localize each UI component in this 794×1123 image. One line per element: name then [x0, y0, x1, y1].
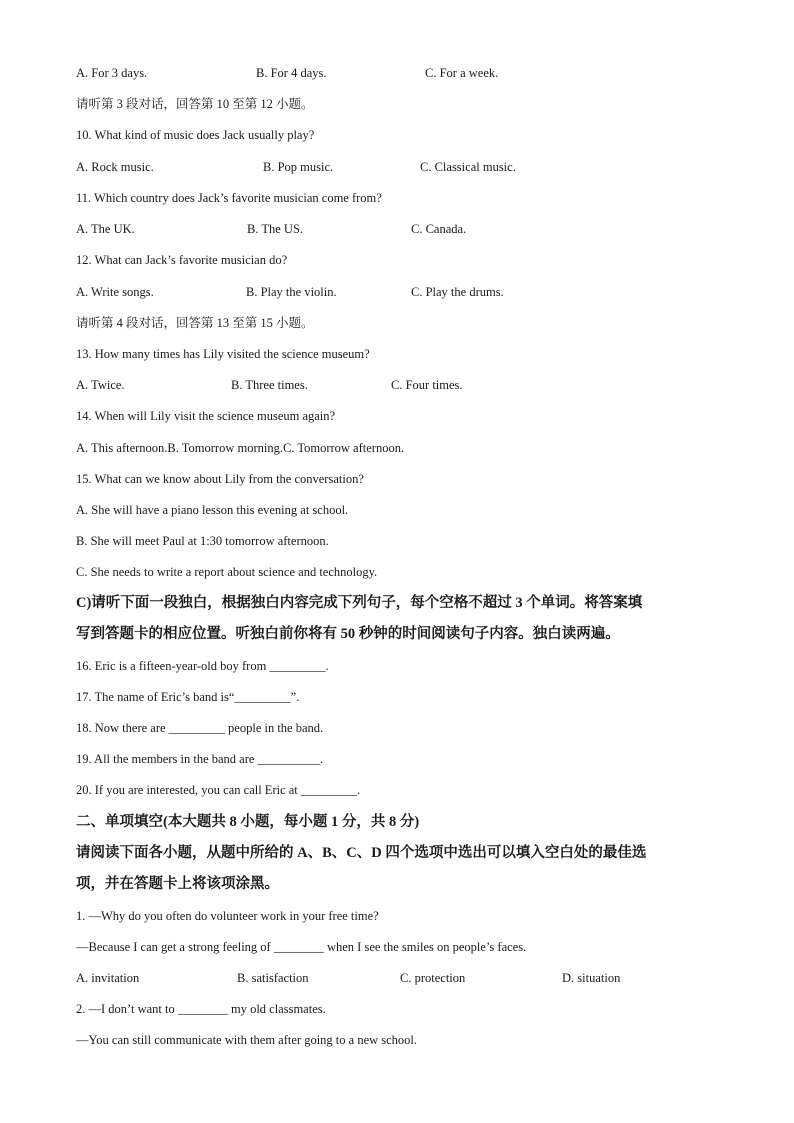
grammar-q2: 2. —I don’t want to ________ my old classmates. [76, 1002, 326, 1016]
question-13: 13. How many times has Lily visited the science museum? [76, 347, 370, 361]
grammar-q1-answer: —Because I can get a strong feeling of ________ when I see the smiles on people’s faces. [76, 940, 527, 954]
question-10: 10. What kind of music does Jack usually play? [76, 128, 315, 142]
question-16: 16. Eric is a fifteen-year-old boy from _________. [76, 659, 329, 673]
option-c: C. Canada. [411, 222, 467, 236]
part-two-instruction-cont: 项，并在答题卡上将该项涂黑。 [76, 876, 279, 892]
question-19: 19. All the members in the band are __________. [76, 752, 324, 766]
option-a: A. invitation [76, 971, 140, 985]
q15-option-c: C. She needs to write a report about science and technology. [76, 565, 378, 579]
section-c-heading: C)请听下面一段独白，根据独白内容完成下列句子，每个空格不超过 3 个单词。将答案填 [76, 595, 643, 611]
question-20: 20. If you are interested, you can call Eric at _________. [76, 783, 361, 797]
option-c: C. For a week. [425, 66, 499, 80]
part-two-instruction: 请阅读下面各小题，从题中所给的 A、B、C、D 四个选项中选出可以填入空白处的最佳选 [76, 845, 647, 861]
option-a: A. Rock music. [76, 160, 154, 174]
option-c: C. Four times. [391, 378, 463, 392]
option-b: B. Three times. [231, 378, 308, 392]
question-15: 15. What can we know about Lily from the conversation? [76, 472, 364, 486]
grammar-q1: 1. —Why do you often do volunteer work in your free time? [76, 909, 379, 923]
option-c: C. Classical music. [420, 160, 516, 174]
option-b: B. Play the violin. [246, 285, 337, 299]
section-c-heading-cont: 写到答题卡的相应位置。听独白前你将有 50 秒钟的时间阅读句子内容。独白读两遍。 [76, 626, 620, 642]
q15-option-a: A. She will have a piano lesson this evening at school. [76, 503, 349, 517]
option-b: B. For 4 days. [256, 66, 327, 80]
option-b: B. Pop music. [263, 160, 334, 174]
option-b: B. satisfaction [237, 971, 309, 985]
option-a: A. Twice. [76, 378, 125, 392]
section-instruction: 请听第 3 段对话，回答第 10 至第 12 小题。 [76, 97, 314, 111]
option-a: A. For 3 days. [76, 66, 148, 80]
option-a: A. The UK. [76, 222, 135, 236]
grammar-q2-answer: —You can still communicate with them after going to a new school. [76, 1033, 418, 1047]
q14-options: A. This afternoon.B. Tomorrow morning.C. Tomorrow afternoon. [76, 441, 405, 455]
q15-option-b: B. She will meet Paul at 1:30 tomorrow afternoon. [76, 534, 329, 548]
option-c: C. protection [400, 971, 466, 985]
option-b: B. The US. [247, 222, 304, 236]
question-18: 18. Now there are _________ people in the band. [76, 721, 324, 735]
section-instruction: 请听第 4 段对话，回答第 13 至第 15 小题。 [76, 316, 314, 330]
option-d: D. situation [562, 971, 621, 985]
question-12: 12. What can Jack’s favorite musician do? [76, 253, 288, 267]
question-17: 17. The name of Eric’s band is“_________”. [76, 690, 300, 704]
question-14: 14. When will Lily visit the science museum again? [76, 409, 336, 423]
option-a: A. Write songs. [76, 285, 154, 299]
question-11: 11. Which country does Jack’s favorite musician come from? [76, 191, 382, 205]
part-two-heading: 二、单项填空(本大题共 8 小题，每小题 1 分，共 8 分) [76, 814, 420, 830]
option-c: C. Play the drums. [411, 285, 504, 299]
